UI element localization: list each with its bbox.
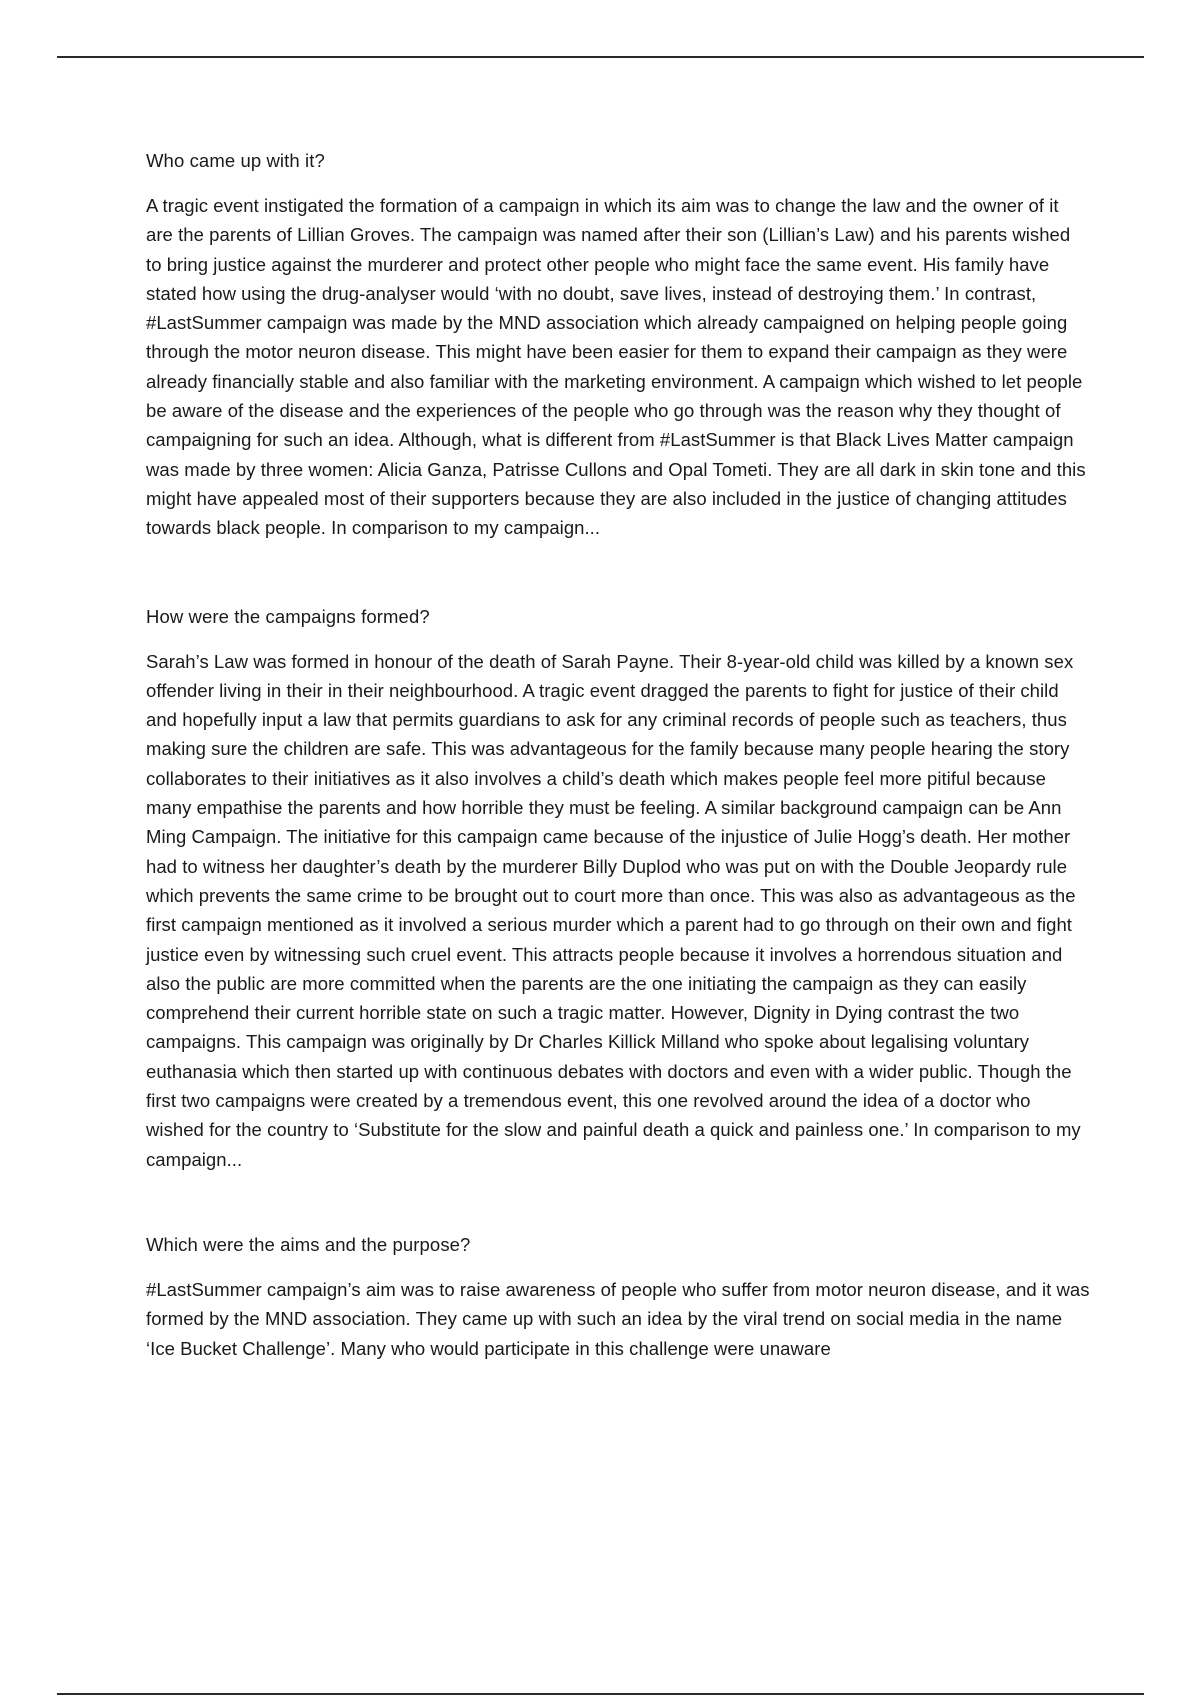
document-body — [146, 146, 1090, 1363]
page-bottom-rule — [57, 1693, 1144, 1695]
section-paragraph: #LastSummer campaign’s aim was to raise awareness of people who suffer from motor neuron disease, and it was formed by the MND association. They came up with such an idea by the viral trend on social media in the name ‘Ice Bucket Challenge’. Many who would participate in this challenge were unaware — [146, 1278, 1090, 1359]
section-heading: How were the campaigns formed? — [146, 605, 430, 627]
section-who-came-up — [146, 146, 1090, 543]
section-paragraph: A tragic event instigated the formation of a campaign in which its aim was to change the law and the owner of it are the parents of Lillian Groves. The campaign was named after their son (Lillian’s Law) and his parents wished to bring justice against the murderer and protect other people who might face the same event. His family have stated how using the drug-analyser would ‘with no doubt, save lives, instead of destroying them.’ In contrast, #LastSummer campaign was made by the MND association which already campaigned on helping people going through the motor neuron disease. This might have been easier for them to expand their campaign as they were already financially stable and also familiar with the marketing environment. A campaign which wished to let people be aware of the disease and the experiences of the people who go through was the reason why they thought of campaigning for such an idea. Although, what is different from #LastSummer is that Black Lives Matter campaign was made by three women: Alicia Ganza, Patrisse Cullons and Opal Tometi. They are all dark in skin tone and this might have appealed most of their supporters because they are also included in the justice of changing attitudes towards black people. In comparison to my campaign... — [146, 195, 1086, 539]
section-heading: Which were the aims and the purpose? — [146, 1233, 471, 1255]
page-top-rule — [57, 56, 1144, 58]
section-heading: Who came up with it? — [146, 150, 325, 171]
section-paragraph: Sarah’s Law was formed in honour of the death of Sarah Payne. Their 8-year-old child was killed by a known sex offender living in their in their neighbourhood. A tragic event dragged the parents to fight for justice of their child and hopefully input a law that permits guardians to ask for any criminal records of people such as teachers, thus making sure the children are safe. This was advantageous for the family because many people hearing the story collaborates to their initiatives as it also involves a child’s death which makes people feel more pitiful because many empathise the parents and how horrible they must be feeling. A similar background campaign can be Ann Ming Campaign. The initiative for this campaign came because of the injustice of Julie Hogg’s death. Her mother had to witness her daughter’s death by the murderer Billy Duplod who was put on with the Double Jeopardy rule which prevents the same crime to be brought out to court more than once. This was also as advantageous as the first campaign mentioned as it involved a serious murder which a parent had to go through on their own and fight justice even by witnessing such cruel event. This attracts people because it involves a horrendous situation and also the public are more committed when the parents are the one initiating the campaign as they can easily comprehend their current horrible state on such a tragic matter. However, Dignity in Dying contrast the two campaigns. This campaign was originally by Dr Charles Killick Milland who spoke about legalising voluntary euthanasia which then started up with continuous debates with doctors and even with a wider public. Though the first two campaigns were created by a tremendous event, this one revolved around the idea of a doctor who wished for the country to ‘Substitute for the slow and painful death a quick and painless one.’ In comparison to my campaign... — [146, 650, 1081, 1170]
section-how-formed — [146, 602, 1090, 1174]
section-aims-purpose — [146, 1230, 1090, 1363]
